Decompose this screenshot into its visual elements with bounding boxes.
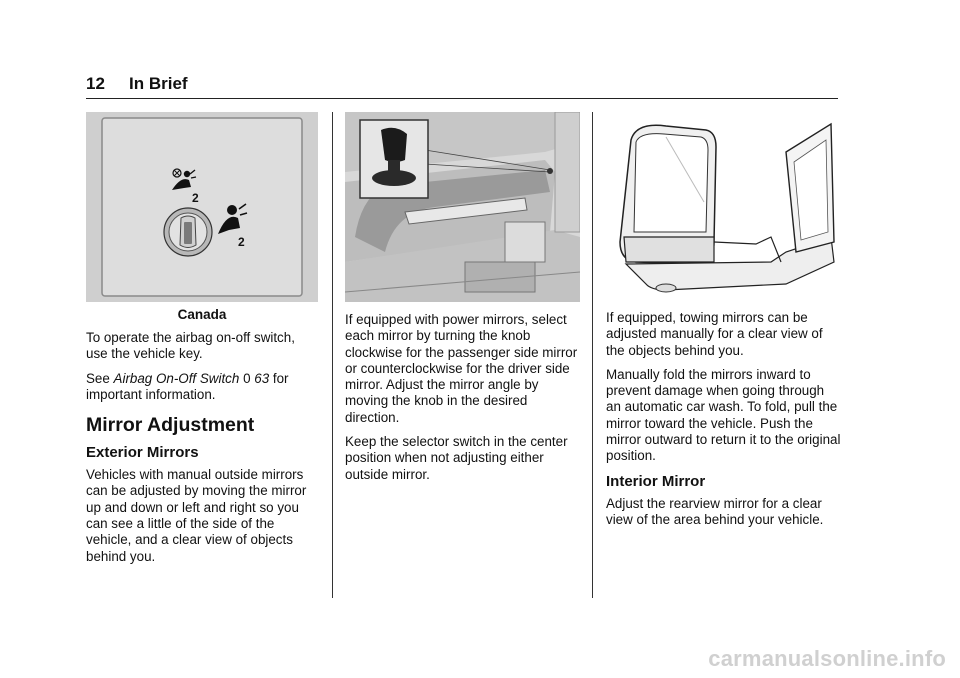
airbag-reference-text: See Airbag On-Off Switch 0 63 for important information. [86,370,289,402]
watermark: carmanualsonline.info [708,646,946,671]
airbag-switch-illustration [86,112,318,302]
page-header [86,74,838,99]
column-1 [86,112,318,573]
airbag-reference-link[interactable]: Airbag On-Off Switch [113,370,240,386]
selector-switch-text: Keep the selector switch in the center position when not adjusting either outside mirror. [345,434,568,482]
towing-mirrors-text: If equipped, towing mirrors can be adjusted manually for a clear view of the objects behind you. [606,310,823,358]
interior-mirror-subheading: Interior Mirror [606,472,706,490]
mirror-adjustment-heading: Mirror Adjustment [86,414,255,437]
section-title: In Brief [129,74,188,93]
interior-mirror-text: Adjust the rearview mirror for a clear view of the area behind your vehicle. [606,495,824,527]
figure-caption: Canada [177,307,227,322]
exterior-mirrors-subheading: Exterior Mirrors [86,444,199,462]
column-2 [345,112,580,491]
towing-mirror-illustration [606,112,841,302]
column-divider-1 [332,112,333,598]
svg-text:2: 2 [238,235,245,249]
svg-text:2: 2 [192,191,199,205]
page-arrow-icon: 0 [243,370,251,386]
airbag-switch-text: To operate the airbag on-off switch, use the vehicle key. [86,330,295,362]
exterior-mirrors-text: Vehicles with manual outside mirrors can be adjusted by moving the mirror up and down or left and right so you can see a little of the side of the vehicle, and a clear view of objects behind you. [86,467,307,564]
column-divider-2 [592,112,593,598]
page-number: 12 [86,74,105,93]
door-panel-illustration [345,112,580,302]
mirror-selector-knob-inset [360,120,428,198]
fold-mirrors-text: Manually fold the mirrors inward to prevent damage when going through an automatic car wash. To fold, pull the mirror toward the vehicle. Push the mirror outward to return it to the original position. [606,366,841,464]
key-switch-knob [164,208,212,256]
power-mirrors-text: If equipped with power mirrors, select each mirror by turning the knob clockwise for the passenger side mirror or counterclockwise for the driver side mirror. Adjust the mirror angle by moving the knob in the desired direction. [345,312,578,425]
column-3 [606,112,841,536]
page-reference[interactable]: 63 [254,370,270,386]
